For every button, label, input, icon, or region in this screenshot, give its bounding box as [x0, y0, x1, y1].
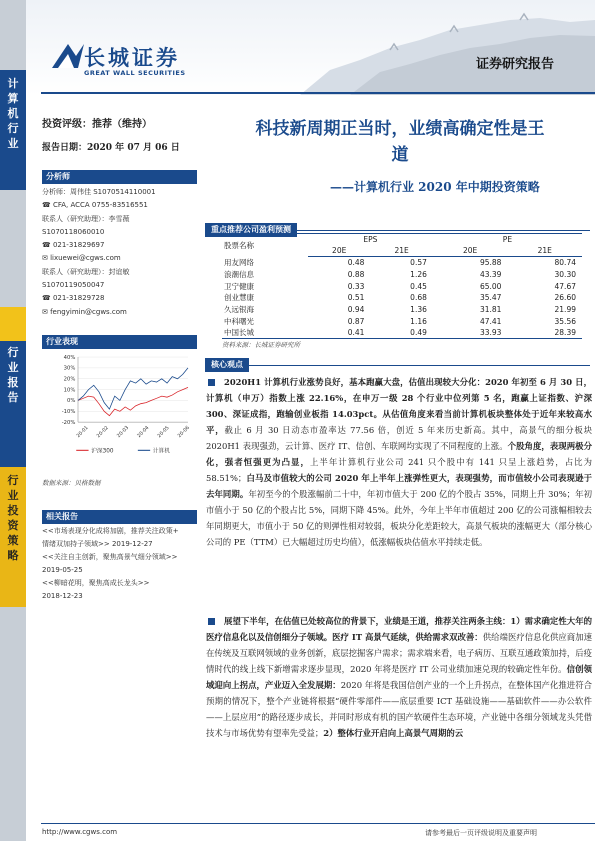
table-row	[222, 292, 582, 304]
x-tick-label: 20-06	[177, 425, 191, 440]
value-cell: 80.74	[554, 258, 576, 268]
value-cell: 0.45	[410, 281, 427, 291]
industry-performance-chart	[42, 350, 202, 460]
analyst-line: ☎ 021-31829697	[42, 241, 105, 250]
chart-source: 数据来源：贝格数据	[42, 479, 101, 487]
table-row	[222, 315, 582, 327]
para-bold: 白马及市值较大的公司 2020 年上半年上涨弹性更大，表现强势，而市值较小公司表现逊于去年同期。	[206, 473, 592, 499]
sidebar-char: 资	[7, 519, 19, 532]
sidebar-char: 行	[7, 346, 19, 359]
x-tick-label: 20-04	[136, 425, 151, 440]
analyst-email-link[interactable]: ✉ fengyimin@cgws.com	[42, 307, 127, 316]
para-bold: 展望下半年，在估值已处较高位的背景下，业绩是王道，推荐关注两条主线：1）需求确定性大年的医疗信息化以及信创细分子领域。医疗 IT 高景气延续，供给需求双改善：	[206, 616, 592, 642]
sidebar-char: 报	[7, 376, 19, 389]
value-cell: 65.00	[479, 281, 502, 291]
value-cell: 47.67	[554, 281, 576, 291]
value-cell: 95.88	[479, 258, 502, 268]
y-tick-label: -10%	[61, 409, 76, 416]
stock-name-cell: 用友网络	[224, 258, 254, 268]
analyst-line: S1070119050047	[42, 281, 105, 290]
sidebar-char: 行	[7, 474, 19, 487]
investment-rating: 投资评级：推荐（维持）	[42, 119, 152, 130]
table-source: 资料来源：长城证券研究所	[222, 341, 300, 349]
value-cell: 31.81	[479, 304, 502, 314]
para-bold: 2）整体行业开启向上高景气周期的云	[323, 728, 464, 738]
sidebar-char: 投	[7, 504, 19, 517]
related-report-link[interactable]: <<市场表现分化成将加剧，推荐关注政策+	[42, 527, 179, 535]
series-line	[78, 368, 188, 409]
analyst-email-link[interactable]: ✉ lixuewei@cgws.com	[42, 254, 121, 263]
related-reports-header: 相关报告	[42, 510, 197, 524]
col-header-name: 股票名称	[222, 234, 308, 257]
value-cell: 0.57	[410, 258, 427, 268]
sidebar-char: 业	[7, 137, 19, 150]
analyst-line: S1070118060010	[42, 227, 105, 236]
sidebar-char: 业	[7, 361, 19, 374]
stock-name-cell: 中国长城	[222, 327, 308, 339]
related-report-link[interactable]: <<关注自主创新，聚焦高景气细分领域>>	[42, 553, 178, 561]
report-subtitle: ——计算机行业 2020 年中期投资策略	[330, 180, 540, 194]
forecast-table-title: 重点推荐公司盈利预测	[205, 223, 297, 237]
table-row	[222, 280, 582, 292]
sidebar-char: 行	[7, 122, 19, 135]
analyst-section-header: 分析师	[42, 170, 197, 184]
table-row	[222, 327, 582, 339]
analyst-line: 联系人（研究助理）：封谊敏	[42, 267, 130, 276]
y-tick-label: 0%	[67, 398, 76, 405]
value-cell: 26.60	[554, 293, 576, 303]
related-reports-list	[42, 525, 202, 603]
x-tick-label: 20-01	[76, 425, 90, 440]
core-view-paragraph-1	[206, 374, 592, 550]
footer-disclaimer: 请参考最后一页评级说明及重要声明	[425, 829, 537, 837]
related-report-link[interactable]: 情绪双加持子领域>> 2019-12-27	[42, 540, 153, 548]
page-header	[0, 0, 595, 95]
para-bold: 2020H1 计算机行业涨势良好，基本跑赢大盘，估值出现较大分化：2020 年初至 6 月 30 日，计算机（申万）指数上涨 22.16%，在申万一级 28 个行业中位列第 5 名，跑赢上证指数、沪深 300、深证成指，跑输创业板指 14.03pct。从估值角度来看当前计算机板块整体处于近年来较高水平，	[206, 377, 592, 435]
value-cell: 1.26	[410, 269, 427, 279]
sidebar-accent	[0, 307, 26, 341]
value-cell: 0.49	[370, 327, 432, 339]
report-title	[205, 116, 595, 168]
legend-label: 沪深300	[91, 448, 114, 455]
sidebar-strategy-block	[0, 467, 26, 607]
sidebar-char: 略	[7, 549, 19, 562]
col-header-year: 20E	[433, 245, 508, 257]
header-divider	[41, 92, 595, 94]
value-cell: 0.87	[347, 316, 365, 326]
para-text: 上半年计算机行业公司 241 只个股中有 141 只呈上涨趋势，占比为 58.51%；	[206, 457, 592, 483]
footer-divider	[41, 823, 595, 824]
legend-label: 计算机	[152, 448, 170, 455]
value-cell: 0.88	[347, 269, 365, 279]
sidebar-report-block	[0, 307, 26, 467]
sidebar-char: 机	[7, 107, 19, 120]
sidebar-char: 算	[7, 92, 19, 105]
report-date: 报告日期：2020 年 07 月 06 日	[42, 143, 180, 153]
value-cell: 0.48	[347, 258, 365, 268]
stock-name-cell: 久远银海	[224, 304, 254, 314]
para-text: 2020 年将是我国信创产业的一个上升拐点，在整体国产化推进符合预期的情况下，整个产业链将根据“硬件零部件——底层重要 ICT 基础设施——基础软件——办公软件——上层应用”的路径逐步成长，并同时形成有机的国产软硬件生态环境，产业链中各细分领域龙头凭借技术与市场优势有望率先受益；	[206, 680, 592, 738]
value-cell: 0.68	[410, 293, 427, 303]
sidebar-char: 业	[7, 489, 19, 502]
sidebar-industry-block	[0, 70, 26, 190]
para-text: 年初至今的个股涨幅前二十中，年初市值大于 200 亿的个股占 35%，同期上升 30%；年初市值小于 50 亿的个股占比 5%，同期下降 45%。此外，今年上半年市值超过 200 亿的公司涨幅相较去年同期更大，市值小于 50 亿的则弹性相对较弱，板块分化差距较大，高景气板块的涨幅更大（部分核心公司的 PE（TTM）已大幅超过历史均值），低涨幅板块估值水平持续走低。	[206, 489, 592, 547]
related-report-date: 2019-05-25	[42, 566, 83, 574]
analyst-info	[42, 186, 202, 319]
stock-name-cell: 中科曙光	[224, 316, 254, 326]
core-view-title: 核心观点	[205, 358, 249, 372]
value-cell: 43.39	[479, 269, 502, 279]
value-cell: 1.36	[410, 304, 427, 314]
table-row	[222, 304, 582, 316]
core-view-header	[205, 352, 590, 369]
value-cell: 1.16	[410, 316, 427, 326]
col-header-year: 20E	[308, 245, 370, 257]
y-tick-label: 20%	[63, 376, 76, 383]
analyst-line: ☎ 021-31829728	[42, 294, 105, 303]
core-view-paragraph-2	[206, 613, 592, 741]
value-cell: 0.41	[308, 327, 370, 339]
left-sidebar	[0, 0, 26, 841]
sidebar-char: 告	[7, 391, 19, 404]
value-cell: 0.94	[347, 304, 365, 314]
para-text: 供给端医疗信息化供应商加速在传统及互联网领域的业务创新，底层挖掘客户需求；需求端来看，电子病历、互联互通政策加持，后疫情时代的线上线下新增需求逐步显现，2020 年将是医疗 IT 公司业绩加速兑现的较确定性年份。	[206, 632, 592, 674]
analyst-line: 分析师：周伟佳 S1070514110001	[42, 188, 156, 196]
x-tick-label: 20-02	[96, 425, 110, 440]
sidebar-char: 策	[7, 534, 19, 547]
value-cell: 47.41	[479, 316, 502, 326]
y-tick-label: -20%	[61, 419, 76, 426]
company-name-en: GREAT WALL SECURITIES	[84, 69, 186, 77]
report-title-line: 道	[391, 145, 409, 165]
report-type-label: 证券研究报告	[476, 57, 555, 72]
value-cell: 0.33	[347, 281, 365, 291]
stock-name-cell: 卫宁健康	[224, 281, 254, 291]
industry-performance-header: 行业表现	[42, 335, 197, 349]
y-tick-label: 30%	[63, 365, 76, 372]
earnings-forecast-table	[222, 233, 582, 339]
value-cell: 28.39	[507, 327, 582, 339]
y-tick-label: 10%	[63, 387, 76, 394]
forecast-table-header	[205, 217, 590, 234]
table-row	[222, 257, 582, 269]
x-tick-label: 20-05	[157, 425, 171, 440]
related-report-date: 2018-12-23	[42, 592, 83, 600]
analyst-line: ☎ CFA, ACCA 0755-83516551	[42, 201, 148, 210]
value-cell: 35.47	[479, 293, 502, 303]
para-bold: 信创领域迎向上拐点，产业迈入全发展期：	[206, 664, 593, 690]
stock-name-cell: 创业慧康	[224, 293, 254, 303]
value-cell: 33.93	[433, 327, 508, 339]
para-text: 截止 6 月 30 日动态市盈率达 77.56 倍，创近 5 年来历史新高。其中，高景气的细分板块 2020H1 表现强劲，云计算、医疗 IT、信创、车联网均实现了不同程度的上涨。	[206, 425, 593, 451]
sidebar-char: 计	[7, 77, 19, 90]
value-cell: 35.56	[554, 316, 576, 326]
value-cell: 21.99	[554, 304, 576, 314]
company-name-cn: 长城证券	[84, 45, 180, 70]
col-header-year: 21E	[507, 245, 582, 257]
col-header-eps: EPS	[308, 234, 433, 246]
analyst-line: 联系人（研究助理）：李雪薇	[42, 214, 130, 223]
value-cell: 0.51	[347, 293, 365, 303]
col-header-year: 21E	[370, 245, 432, 257]
y-tick-label: 40%	[63, 354, 76, 361]
para-bold: 个股角度，表现两极分化，强者恒强更为凸显，	[206, 441, 592, 467]
report-title-line: 科技新周期正当时，业绩高确定性是王	[255, 119, 545, 139]
x-tick-label: 20-03	[116, 425, 131, 440]
related-report-link[interactable]: <<柳暗花明，聚焦高成长龙头>>	[42, 579, 150, 587]
footer-website-link[interactable]: http://www.cgws.com	[42, 828, 118, 836]
value-cell: 30.30	[554, 269, 576, 279]
stock-name-cell: 浪潮信息	[224, 269, 254, 279]
col-header-pe: PE	[433, 234, 582, 246]
table-row	[222, 269, 582, 281]
